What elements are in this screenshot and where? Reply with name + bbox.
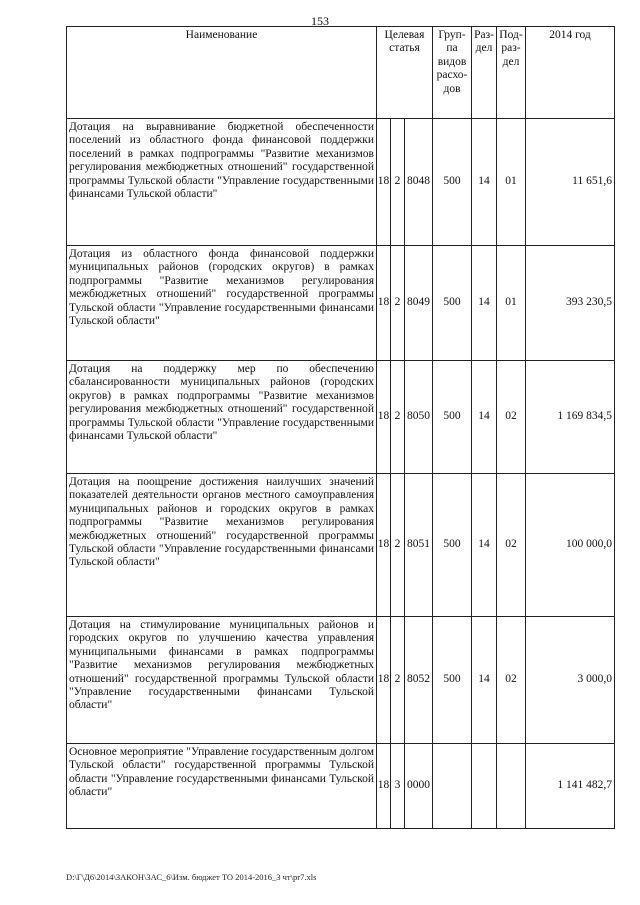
row-name: Дотация на стимулирование муниципальных районов и городских округов по улучшению качества управления муниципальными финансами в рамках подпрограммы "Развитие механизмов регулирования межбюджетных отношений" государственной программы Тульской области "Управление государственными финансами Тульской области" [67,617,377,744]
table-row [67,119,615,246]
header-target: Целевая статья [377,27,433,119]
row-target-code-1: 18 [377,361,391,474]
page-number: 153 [311,14,329,28]
row-section: 14 [472,474,497,617]
row-target-code-3: 8048 [405,119,433,246]
row-amount: 11 651,6 [526,119,615,246]
table-row [67,617,615,744]
header-subsection: Под-раз-дел [497,27,526,119]
row-amount: 3 000,0 [526,617,615,744]
header-group: Груп-па видов расхо-дов [433,27,472,119]
row-target-code-1: 18 [377,744,391,829]
row-group: 500 [433,246,472,361]
row-name: Дотация на поощрение достижения наилучших значений показателей деятельности органов местного самоуправления муниципальных районов и городских округов в рамках подпрограммы "Развитие механизмов регулирования межбюджетных отношений" государственной программы Тульской области "Управление государственными финансами Тульской области" [67,474,377,617]
row-target-code-2: 3 [391,744,405,829]
table-row [67,474,615,617]
file-path-footer: D:\Г\Д6\2014\ЗАКОН\ЗАС_6\Изм. бюджет ТО 2014-2016_3 чт\pr7.xls [66,872,317,882]
budget-table [66,26,615,829]
row-subsection: 01 [497,246,526,361]
row-group: 500 [433,474,472,617]
row-target-code-2: 2 [391,474,405,617]
header-section: Раз-дел [472,27,497,119]
row-section: 14 [472,246,497,361]
row-amount: 100 000,0 [526,474,615,617]
row-target-code-2: 2 [391,361,405,474]
row-target-code-1: 18 [377,617,391,744]
row-target-code-2: 2 [391,617,405,744]
table-row [67,246,615,361]
header-year: 2014 год [526,27,615,119]
row-amount: 1 141 482,7 [526,744,615,829]
header-name: Наименование [67,27,377,119]
row-subsection: 02 [497,617,526,744]
row-section [472,744,497,829]
header-row [67,27,615,119]
row-name: Основное мероприятие "Управление государственным долгом Тульской области" государственной программы Тульской области "Управление государственными финансами Тульской области" [67,744,377,829]
row-subsection: 02 [497,474,526,617]
row-name: Дотация на выравнивание бюджетной обеспеченности поселений из областного фонда финансовой поддержки поселений в рамках подпрограммы "Развитие механизмов регулирования межбюджетных отношений" государственной программы Тульской области "Управление государственными финансами Тульской области" [67,119,377,246]
row-target-code-2: 2 [391,119,405,246]
row-target-code-3: 8050 [405,361,433,474]
row-group: 500 [433,617,472,744]
row-target-code-3: 8052 [405,617,433,744]
row-section: 14 [472,361,497,474]
row-section: 14 [472,119,497,246]
row-group: 500 [433,361,472,474]
row-target-code-1: 18 [377,119,391,246]
row-target-code-3: 8049 [405,246,433,361]
row-target-code-3: 0000 [405,744,433,829]
row-group: 500 [433,119,472,246]
row-group [433,744,472,829]
row-target-code-1: 18 [377,246,391,361]
row-name: Дотация на поддержку мер по обеспечению сбалансированности муниципальных районов (городских округов) в рамках подпрограммы "Развитие механизмов регулирования межбюджетных отношений" государственной программы Тульской области "Управление государственными финансами Тульской области" [67,361,377,474]
row-subsection [497,744,526,829]
row-amount: 1 169 834,5 [526,361,615,474]
row-target-code-1: 18 [377,474,391,617]
table-row [67,744,615,829]
row-section: 14 [472,617,497,744]
row-subsection: 01 [497,119,526,246]
row-target-code-2: 2 [391,246,405,361]
row-target-code-3: 8051 [405,474,433,617]
row-amount: 393 230,5 [526,246,615,361]
row-name: Дотация из областного фонда финансовой поддержки муниципальных районов (городских округов) в рамках подпрограммы "Развитие механизмов регулирования межбюджетных отношений" государственной программы Тульской области "Управление государственными финансами Тульской области" [67,246,377,361]
table-row [67,361,615,474]
row-subsection: 02 [497,361,526,474]
